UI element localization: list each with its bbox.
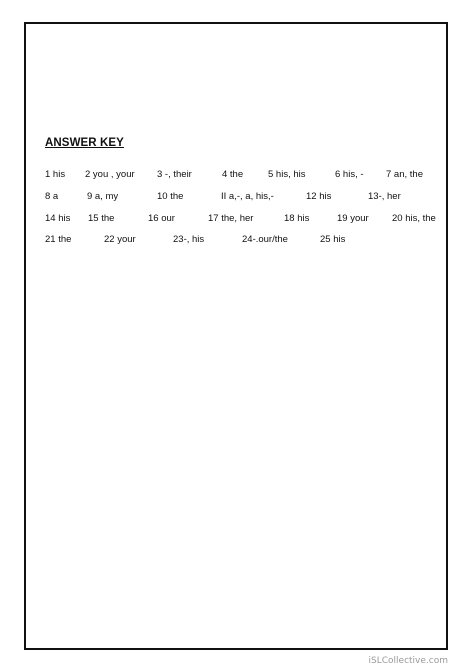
page-border — [24, 22, 448, 650]
answer-item: 18 his — [284, 213, 310, 224]
answer-item: 24-.our/the — [242, 234, 288, 245]
answer-item: 15 the — [88, 213, 115, 224]
answer-item: 16 our — [148, 213, 175, 224]
answer-item: 3 -, their — [157, 169, 192, 180]
answer-row — [0, 190, 474, 204]
answer-item: II a,-, a, his,- — [221, 191, 274, 202]
answer-item: 21 the — [45, 234, 72, 245]
answer-item: 5 his, his — [268, 169, 306, 180]
answer-item: 25 his — [320, 234, 346, 245]
answer-item: 17 the, her — [208, 213, 254, 224]
answer-item: 19 your — [337, 213, 369, 224]
answer-item: 9 a, my — [87, 191, 119, 202]
answer-item: 7 an, the — [386, 169, 423, 180]
answer-item: 22 your — [104, 234, 136, 245]
answer-key-heading: ANSWER KEY — [45, 137, 124, 149]
answer-item: 6 his, - — [335, 169, 364, 180]
answer-row — [0, 212, 474, 226]
answer-item: 23-, his — [173, 234, 205, 245]
answer-item: 4 the — [222, 169, 244, 180]
answer-item: 2 you , your — [85, 169, 135, 180]
answer-item: 12 his — [306, 191, 332, 202]
answer-item: 14 his — [45, 213, 71, 224]
answer-item: 13-, her — [368, 191, 401, 202]
answer-row — [0, 233, 474, 247]
watermark: iSLCollective.com — [368, 656, 448, 666]
answer-item: 10 the — [157, 191, 184, 202]
answer-row — [0, 168, 474, 182]
answer-item: 20 his, the — [392, 213, 436, 224]
answer-item: 8 a — [45, 191, 59, 202]
answer-item: 1 his — [45, 169, 66, 180]
